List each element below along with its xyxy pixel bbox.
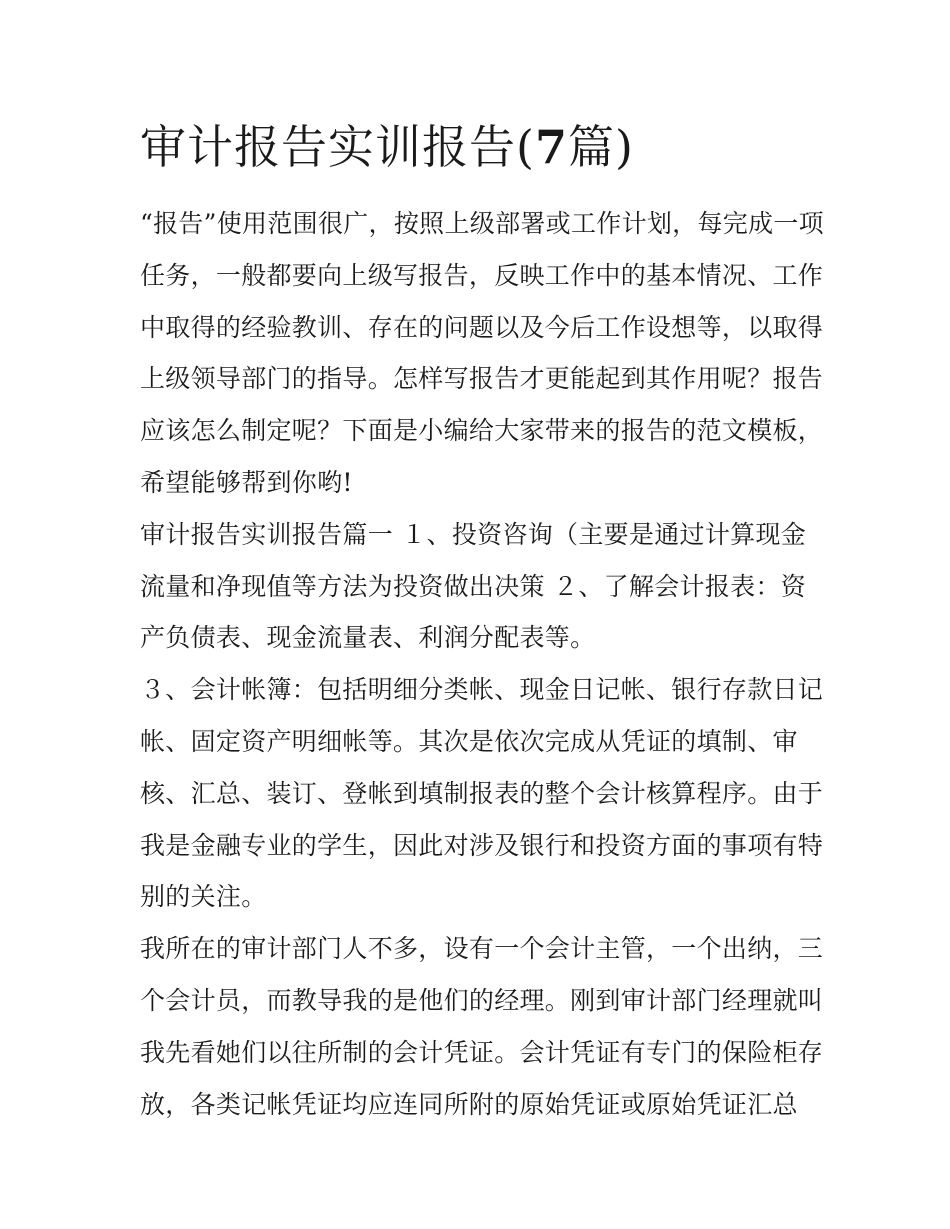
text-line: 流量和净现值等方法为投资做出决策 ２、了解会计报表：资 [140, 571, 807, 601]
text-line: 别的关注。 [140, 882, 267, 912]
text-line: 我是金融专业的学生，因此对涉及银行和投资方面的事项有特 [140, 830, 824, 860]
text-line: “报告”使用范围很广，按照上级部署或工作计划，每完成一项 [140, 209, 824, 238]
text-line: 帐、固定资产明细帐等。其次是依次完成从凭证的填制、审 [140, 726, 798, 756]
text-line: 希望能够帮到你哟! [140, 467, 353, 497]
text-line: 中取得的经验教训、存在的问题以及今后工作设想等，以取得 [140, 312, 824, 342]
title-main: 审计报告实训报告( [140, 120, 535, 174]
text-line: 核、汇总、装订、登帐到填制报表的整个会计核算程序。由于 [140, 778, 824, 808]
text-line: ３、会计帐簿：包括明细分类帐、现金日记帐、银行存款日记 [140, 675, 824, 705]
document-body [140, 198, 824, 1130]
text-line: 审计报告实训报告篇一 １、投资咨询（主要是通过计算现金 [140, 519, 807, 549]
text-line: 放，各类记帐凭证均应连同所附的原始凭证或原始凭证汇总 [140, 1089, 798, 1119]
text-line: 产负债表、现金流量表、利润分配表等。 [140, 623, 596, 653]
text-line: 任务，一般都要向上级写报告，反映工作中的基本情况、工作 [140, 260, 824, 290]
text-line: 我所在的审计部门人不多，设有一个会计主管，一个出纳，三 [140, 934, 824, 964]
text-line: 上级领导部门的指导。怎样写报告才更能起到其作用呢？报告 [140, 364, 824, 394]
document-title [140, 112, 840, 182]
text-line: 我先看她们以往所制的会计凭证。会计凭证有专门的保险柜存 [140, 1037, 824, 1067]
title-number: 7 [534, 120, 568, 174]
text-line: 应该怎么制定呢？下面是小编给大家带来的报告的范文模板， [140, 416, 824, 446]
title-end: 篇) [567, 120, 634, 174]
text-line: 个会计员，而教导我的是他们的经理。刚到审计部门经理就叫 [140, 985, 824, 1015]
